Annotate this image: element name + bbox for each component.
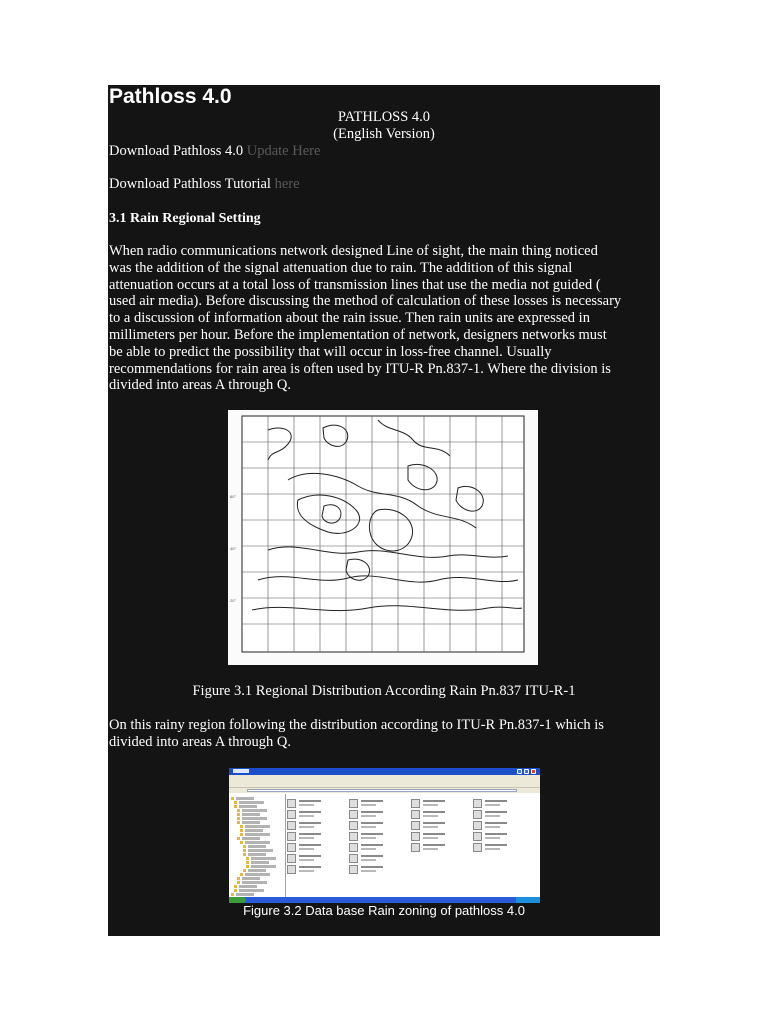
- file-icon: [349, 865, 358, 874]
- header-subtitle: (English Version): [333, 126, 435, 142]
- file-icon: [287, 821, 296, 830]
- figure2-caption: Figure 3.2 Data base Rain zoning of pathloss 4.0: [243, 903, 525, 918]
- file-item: [473, 831, 517, 842]
- rain-region-map-figure: [228, 410, 538, 665]
- tree-node: [239, 889, 264, 892]
- file-icon: [349, 832, 358, 841]
- file-item: [349, 864, 393, 875]
- rain-region-map-image: [228, 410, 538, 665]
- document-page: [108, 85, 660, 936]
- screenshot-folder-tree: [229, 794, 286, 897]
- file-icon: [287, 843, 296, 852]
- file-item: [473, 798, 517, 809]
- file-item: [349, 831, 393, 842]
- file-item: [411, 842, 455, 853]
- paragraph-line: be able to predict the possibility that will occur in loss-free channel. Usually: [109, 343, 552, 360]
- tree-node: [242, 809, 267, 812]
- tree-node: [242, 821, 260, 824]
- screenshot-titlebar: [229, 768, 540, 775]
- file-icon: [349, 843, 358, 852]
- tree-node: [239, 801, 264, 804]
- paragraph-rain-distribution: [109, 717, 659, 751]
- file-item: [349, 842, 393, 853]
- file-item: [349, 798, 393, 809]
- folder-icon: [234, 801, 237, 804]
- screenshot-toolbar: [229, 780, 540, 788]
- tree-node: [242, 881, 267, 884]
- file-icon: [349, 810, 358, 819]
- svg-text:20°: 20°: [230, 598, 237, 603]
- folder-icon: [240, 873, 243, 876]
- tree-node: [236, 893, 254, 896]
- tree-node: [251, 865, 276, 868]
- folder-icon: [243, 853, 246, 856]
- folder-icon: [234, 885, 237, 888]
- tree-node: [239, 885, 257, 888]
- folder-icon: [243, 869, 246, 872]
- file-icon: [287, 810, 296, 819]
- file-item: [473, 809, 517, 820]
- folder-icon: [237, 817, 240, 820]
- tree-node: [245, 841, 270, 844]
- file-icon: [349, 854, 358, 863]
- tree-node: [251, 857, 276, 860]
- paragraph-line: When radio communications network designed Line of sight, the main thing noticed: [109, 243, 598, 259]
- folder-icon: [240, 833, 243, 836]
- folder-icon: [237, 821, 240, 824]
- file-item: [473, 820, 517, 831]
- paragraph-line: divided into areas A through Q.: [109, 733, 292, 750]
- folder-icon: [234, 889, 237, 892]
- close-icon: [531, 769, 536, 774]
- screenshot-file-grid: [287, 794, 537, 897]
- tree-node: [245, 833, 270, 836]
- tree-node: [245, 873, 270, 876]
- tree-node: [242, 837, 260, 840]
- paragraph-line: divided into areas A through Q.: [109, 377, 292, 394]
- tree-node: [248, 853, 266, 856]
- paragraph-line: attenuation occurs at a total loss of transmission lines that use the media not guided (: [109, 276, 601, 293]
- file-icon: [349, 799, 358, 808]
- maximize-icon: [524, 769, 529, 774]
- file-item: [349, 853, 393, 864]
- file-item: [411, 809, 455, 820]
- screenshot-addressbar: [229, 788, 540, 793]
- file-item: [287, 842, 331, 853]
- minimize-icon: [517, 769, 522, 774]
- file-icon: [287, 854, 296, 863]
- tree-node: [242, 877, 260, 880]
- file-icon: [473, 832, 482, 841]
- folder-icon: [243, 849, 246, 852]
- folder-icon: [237, 881, 240, 884]
- file-icon: [411, 821, 420, 830]
- paragraph-line: to a discussion of information about the rain issue. Then rain units are expressed in: [109, 310, 590, 327]
- folder-icon: [237, 877, 240, 880]
- file-icon: [473, 799, 482, 808]
- tree-node: [248, 869, 266, 872]
- folder-icon: [246, 857, 249, 860]
- file-item: [349, 820, 393, 831]
- file-item: [287, 809, 331, 820]
- file-icon: [473, 810, 482, 819]
- folder-icon: [240, 841, 243, 844]
- folder-icon: [237, 809, 240, 812]
- folder-icon: [231, 893, 234, 896]
- tree-node: [242, 813, 260, 816]
- file-item: [349, 809, 393, 820]
- download-pathloss-line: [109, 143, 320, 160]
- file-item: [411, 820, 455, 831]
- file-item: [287, 831, 331, 842]
- tree-node: [251, 861, 269, 864]
- paragraph-line: millimeters per hour. Before the implementation of network, designers networks must: [109, 326, 607, 343]
- header-title: PATHLOSS 4.0: [337, 109, 431, 125]
- file-icon: [473, 821, 482, 830]
- paragraph-line: recommendations for rain area is often used by ITU-R Pn.837-1. Where the division is: [109, 360, 611, 377]
- folder-icon: [237, 813, 240, 816]
- download-tutorial-line: [109, 176, 300, 193]
- file-item: [287, 864, 331, 875]
- file-icon: [411, 799, 420, 808]
- file-item: [411, 798, 455, 809]
- tree-node: [248, 845, 266, 848]
- download-pathloss-text: Download Pathloss 4.0: [109, 143, 247, 159]
- tree-node: [248, 849, 273, 852]
- tree-node: [239, 805, 257, 808]
- paragraph-line: On this rainy region following the distribution according to ITU-R Pn.837-1 which is: [109, 717, 604, 733]
- rain-zoning-database-screenshot: [229, 768, 540, 903]
- folder-icon: [240, 825, 243, 828]
- folder-icon: [243, 845, 246, 848]
- tree-node: [236, 797, 254, 800]
- tree-node: [242, 817, 267, 820]
- svg-text:60°: 60°: [230, 494, 237, 499]
- file-icon: [349, 821, 358, 830]
- file-item: [473, 842, 517, 853]
- folder-icon: [240, 829, 243, 832]
- paragraph-line: was the addition of the signal attenuation due to rain. The addition of this signal: [109, 259, 573, 276]
- figure1-caption: Figure 3.1 Regional Distribution According Rain Pn.837 ITU-R-1: [192, 683, 576, 699]
- tree-node: [245, 829, 263, 832]
- download-tutorial-text: Download Pathloss Tutorial: [109, 176, 275, 192]
- tree-node: [245, 825, 270, 828]
- section-heading: 3.1 Rain Regional Setting: [109, 211, 261, 226]
- folder-icon: [237, 837, 240, 840]
- update-here-link[interactable]: Update Here: [246, 143, 321, 159]
- folder-icon: [231, 797, 234, 800]
- folder-icon: [246, 865, 249, 868]
- file-icon: [287, 865, 296, 874]
- file-item: [411, 831, 455, 842]
- file-icon: [473, 843, 482, 852]
- tutorial-here-link[interactable]: here: [274, 176, 300, 192]
- file-icon: [411, 832, 420, 841]
- file-icon: [411, 810, 420, 819]
- file-item: [287, 853, 331, 864]
- file-item: [287, 798, 331, 809]
- file-icon: [411, 843, 420, 852]
- folder-icon: [246, 861, 249, 864]
- paragraph-line: used air media). Before discussing the method of calculation of these losses is necessary: [109, 293, 622, 310]
- paragraph-rain-intro: [109, 243, 659, 394]
- file-item: [287, 820, 331, 831]
- svg-text:40°: 40°: [230, 546, 237, 551]
- document-title: Pathloss 4.0: [109, 85, 232, 108]
- folder-icon: [234, 805, 237, 808]
- file-icon: [287, 799, 296, 808]
- file-icon: [287, 832, 296, 841]
